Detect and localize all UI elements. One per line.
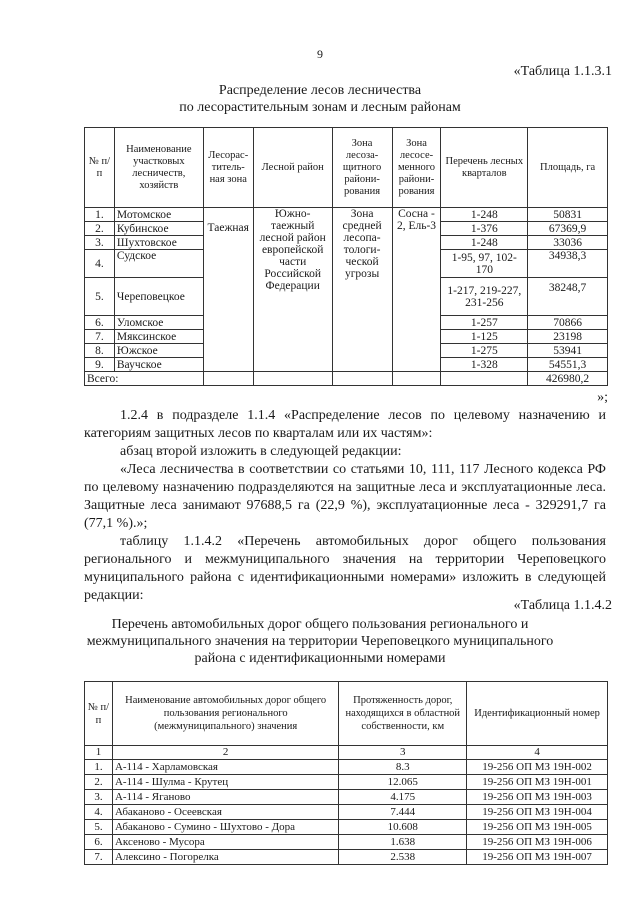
row-name: Алексино - Погорелка — [112, 850, 338, 865]
table1-header-row — [85, 128, 608, 208]
table2-header-row — [85, 682, 608, 746]
total-label: Всего: — [85, 372, 204, 386]
row-name: Мяксинское — [114, 330, 203, 344]
table1-header-name: Наименование участковых лесничеств, хозяйств — [114, 128, 203, 208]
table1-header-zone: Лесорас-титель-ная зона — [203, 128, 253, 208]
row-length: 8.3 — [339, 760, 467, 775]
table-row — [85, 850, 608, 865]
roads-table — [84, 681, 608, 865]
row-area: 34938,3 — [528, 250, 608, 278]
table1-end-quote: »; — [597, 390, 608, 405]
row-quarters: 1-217, 219-227, 231-256 — [441, 278, 528, 316]
table1-title-line1: Распределение лесов лесничества — [218, 83, 422, 98]
total-empty-cell — [392, 372, 441, 386]
row-quarters: 1-95, 97, 102-170 — [441, 250, 528, 278]
row-num: 5. — [85, 820, 113, 835]
row-name: Череповецкое — [114, 278, 203, 316]
row-area: 53941 — [528, 344, 608, 358]
row-num: 3. — [85, 790, 113, 805]
table2-header-length: Протяженность дорог, находящихся в областной собственности, км — [339, 682, 467, 746]
row-id: 19-256 ОП МЗ 19Н-007 — [467, 850, 608, 865]
table2-title-line2: межмуниципального значения на территории Череповецкого муниципального — [86, 634, 554, 649]
row-num: 1. — [85, 760, 113, 775]
row-num: 8. — [85, 344, 115, 358]
table1-title-line2: по лесорастительным зонам и лесным районам — [179, 100, 461, 115]
row-name: А-114 - Шулма - Крутец — [112, 775, 338, 790]
row-name: А-114 - Харламовская — [112, 760, 338, 775]
row-name: Аксеново - Мусора — [112, 835, 338, 850]
table-row — [85, 835, 608, 850]
total-empty-cell — [203, 372, 253, 386]
row-quarters: 1-125 — [441, 330, 528, 344]
row-name: Абаканово - Осеевская — [112, 805, 338, 820]
row-length: 2.538 — [339, 850, 467, 865]
table2-title — [0, 616, 640, 667]
table1-header-num: № п/п — [85, 128, 115, 208]
table2-title-line3: района с идентификационными номерами — [194, 651, 446, 666]
row-area: 54551,3 — [528, 358, 608, 372]
total-empty-cell — [441, 372, 528, 386]
row-num: 3. — [85, 236, 115, 250]
table-row — [85, 805, 608, 820]
row-area: 70866 — [528, 316, 608, 330]
page-number: 9 — [317, 47, 323, 61]
table1-header-quarters: Перечень лесных кварталов — [441, 128, 528, 208]
table2-header-num: № п/п — [85, 682, 113, 746]
row-num: 4. — [85, 250, 115, 278]
table1-reference: «Таблица 1.1.3.1 — [513, 64, 612, 79]
shared-district: Южно-таежный лесной район европейской части Российской Федерации — [253, 208, 332, 372]
table2-column-numbers-row — [85, 746, 608, 760]
col-number: 3 — [339, 746, 467, 760]
row-id: 19-256 ОП МЗ 19Н-004 — [467, 805, 608, 820]
row-num: 7. — [85, 850, 113, 865]
row-name: Кубинское — [114, 222, 203, 236]
row-quarters: 1-376 — [441, 222, 528, 236]
paragraph-1: 1.2.4 в подразделе 1.1.4 «Распределение лесов по целевому назначению и категориям защитных лесов по кварталам или их частям»: — [84, 408, 606, 441]
table-row — [85, 820, 608, 835]
row-area: 50831 — [528, 208, 608, 222]
row-area: 23198 — [528, 330, 608, 344]
table2-title-line1: Перечень автомобильных дорог общего пользования регионального и — [111, 617, 529, 632]
col-number: 2 — [112, 746, 338, 760]
row-name: Ваучское — [114, 358, 203, 372]
table-row — [85, 775, 608, 790]
table1-header-area: Площадь, га — [528, 128, 608, 208]
row-area: 33036 — [528, 236, 608, 250]
row-length: 4.175 — [339, 790, 467, 805]
row-num: 2. — [85, 775, 113, 790]
table2-reference: «Таблица 1.1.4.2 — [513, 598, 612, 613]
shared-protect-zone: Зона средней лесопа-тологи-ческой угрозы — [332, 208, 392, 372]
table1-header-seed-zone: Зона лесосе-менного райони-рования — [392, 128, 441, 208]
row-name: А-114 - Яганово — [112, 790, 338, 805]
paragraph-2: абзац второй изложить в следующей редакции: — [120, 444, 402, 459]
row-name: Уломское — [114, 316, 203, 330]
row-area: 67369,9 — [528, 222, 608, 236]
table-row — [85, 760, 608, 775]
table-row — [85, 208, 608, 222]
total-empty-cell — [332, 372, 392, 386]
table1-header-district: Лесной район — [253, 128, 332, 208]
table-row — [85, 790, 608, 805]
row-id: 19-256 ОП МЗ 19Н-002 — [467, 760, 608, 775]
row-area: 38248,7 — [528, 278, 608, 316]
row-quarters: 1-248 — [441, 208, 528, 222]
row-num: 7. — [85, 330, 115, 344]
table1-header-protect-zone: Зона лесоза-щитного райони-рования — [332, 128, 392, 208]
amendment-text — [84, 407, 606, 605]
row-quarters: 1-328 — [441, 358, 528, 372]
row-id: 19-256 ОП МЗ 19Н-005 — [467, 820, 608, 835]
paragraph-4: таблицу 1.1.4.2 «Перечень автомобильных дорог общего пользования регионального и межмуниципального значения на территории Череповецкого муниципального района с идентификационными номерами» изложить в следующей редакции: — [84, 534, 606, 603]
row-name: Судское — [114, 250, 203, 278]
row-name: Южское — [114, 344, 203, 358]
row-length: 7.444 — [339, 805, 467, 820]
table2-header-id: Идентификационный номер — [467, 682, 608, 746]
table1-total-row — [85, 372, 608, 386]
row-name: Мотомское — [114, 208, 203, 222]
row-num: 5. — [85, 278, 115, 316]
forest-distribution-table — [84, 127, 608, 386]
row-quarters: 1-275 — [441, 344, 528, 358]
row-num: 6. — [85, 316, 115, 330]
row-quarters: 1-248 — [441, 236, 528, 250]
total-area: 426980,2 — [528, 372, 608, 386]
row-num: 6. — [85, 835, 113, 850]
row-num: 2. — [85, 222, 115, 236]
row-length: 1.638 — [339, 835, 467, 850]
paragraph-3: «Леса лесничества в соответствии со статьями 10, 111, 117 Лесного кодекса РФ по целевому назначению подразделяются на защитные леса и эксплуатационные леса. Защитные леса занимают 97688,5 га (22,9 %), эксплуатационные леса - 329291,7 га (77,1 %).»; — [84, 462, 606, 531]
row-id: 19-256 ОП МЗ 19Н-006 — [467, 835, 608, 850]
row-length: 10.608 — [339, 820, 467, 835]
total-empty-cell — [253, 372, 332, 386]
row-length: 12.065 — [339, 775, 467, 790]
table1-title — [0, 82, 640, 116]
row-name: Абаканово - Сумино - Шухтово - Дора — [112, 820, 338, 835]
col-number: 4 — [467, 746, 608, 760]
row-num: 4. — [85, 805, 113, 820]
row-num: 1. — [85, 208, 115, 222]
table2-header-name: Наименование автомобильных дорог общего пользования регионального (межмуниципального) значения — [112, 682, 338, 746]
row-num: 9. — [85, 358, 115, 372]
shared-zone: Таежная — [203, 208, 253, 372]
col-number: 1 — [85, 746, 113, 760]
row-id: 19-256 ОП МЗ 19Н-003 — [467, 790, 608, 805]
row-id: 19-256 ОП МЗ 19Н-001 — [467, 775, 608, 790]
shared-seed-zone: Сосна - 2, Ель-3 — [392, 208, 441, 372]
row-quarters: 1-257 — [441, 316, 528, 330]
row-name: Шухтовское — [114, 236, 203, 250]
